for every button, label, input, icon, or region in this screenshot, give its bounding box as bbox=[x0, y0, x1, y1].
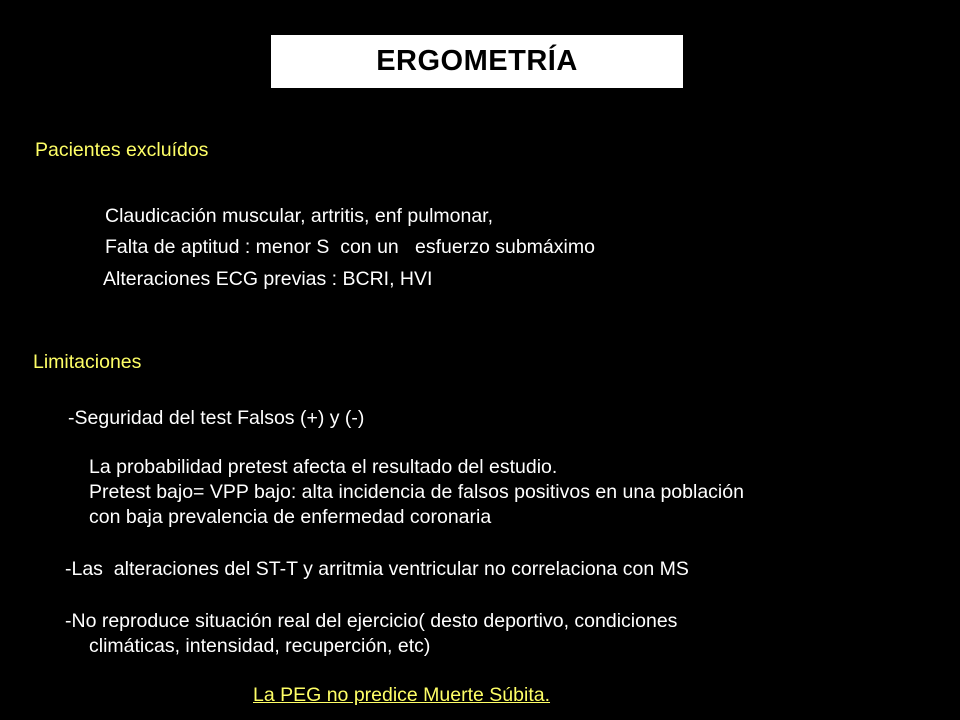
page-title: ERGOMETRÍA bbox=[376, 45, 578, 77]
st-t-line: -Las alteraciones del ST-T y arritmia ventricular no correlaciona con MS bbox=[65, 558, 689, 580]
excluded-item-3: Alteraciones ECG previas : BCRI, HVI bbox=[103, 268, 433, 290]
security-line: -Seguridad del test Falsos (+) y (-) bbox=[68, 407, 365, 429]
probability-line-3: con baja prevalencia de enfermedad coronaria bbox=[89, 506, 492, 528]
probability-line-2: Pretest bajo= VPP bajo: alta incidencia de falsos positivos en una población bbox=[89, 481, 744, 503]
excluded-item-2: Falta de aptitud : menor S con un esfuerzo submáximo bbox=[105, 236, 595, 258]
limitations-heading: Limitaciones bbox=[33, 351, 142, 373]
conclusion-line: La PEG no predice Muerte Súbita. bbox=[253, 684, 551, 706]
no-reproduce-line-1: -No reproduce situación real del ejercicio( desto deportivo, condiciones bbox=[65, 610, 678, 632]
probability-line-1: La probabilidad pretest afecta el resultado del estudio. bbox=[89, 456, 558, 478]
excluded-heading: Pacientes excluídos bbox=[35, 139, 209, 161]
no-reproduce-line-2: climáticas, intensidad, recuperción, etc) bbox=[89, 635, 431, 657]
excluded-item-1: Claudicación muscular, artritis, enf pulmonar, bbox=[105, 205, 494, 227]
title-box bbox=[271, 35, 683, 88]
